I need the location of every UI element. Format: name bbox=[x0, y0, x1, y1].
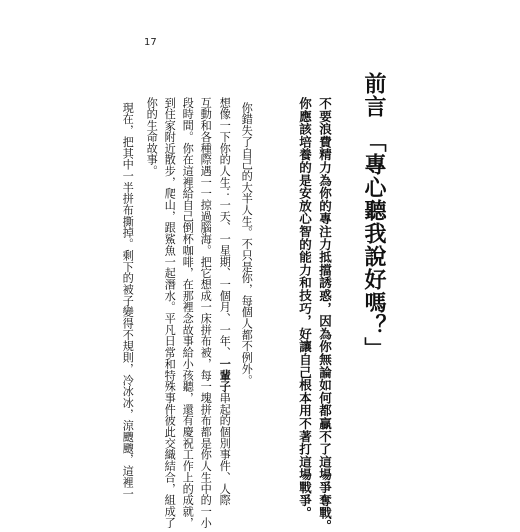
body-line-2-emphasis: 一輩子 bbox=[218, 358, 232, 393]
body-line-2-end: 串起的個別事件、人際 bbox=[218, 392, 232, 506]
chapter-title bbox=[363, 72, 385, 360]
body-line-7: 現在，把其中一半拼布撕掉。剩下的被子變得不規則，冷冰冰，涼颼颼，這裡一 bbox=[121, 102, 135, 500]
body-line-1: 你錯失了自己的大半人生。不只是你，每個人都不例外。 bbox=[240, 102, 254, 386]
body-line-2 bbox=[219, 97, 230, 506]
subtitle-line-1: 不要浪費精力為你的專注力抵擋誘惑，因為你無論如何都贏不了這場爭奪戰。 bbox=[317, 97, 333, 532]
body-line-4: 段時間。你在這裡給自己倒杯咖啡，在那裡念故事給小孩聽，還有慶祝工作上的成就， bbox=[181, 97, 195, 529]
chapter-heading: 「專心聽我說好嗎？」 bbox=[361, 130, 387, 360]
body-line-6: 你的生命故事。 bbox=[145, 97, 159, 177]
page-number: 17 bbox=[144, 37, 157, 48]
body-line-5: 到住家附近散步，爬山，跟鯊魚一起潛水。平凡日常和特殊事件彼此交織結合，組成了 bbox=[163, 97, 177, 529]
subtitle-line-2: 你應該培養的是安放心智的能力和技巧，好讓自己根本用不著打這場戰爭。 bbox=[297, 97, 313, 520]
body-line-2-start: 想像一下你的人生：一天、一星期、一個月、一年、 bbox=[218, 97, 232, 359]
body-line-3: 互動和各種際遇一一掠過腦海。把它想成一床拼布被，每一塊拼布都是你人生中的一小 bbox=[199, 97, 213, 529]
chapter-prefix: 前言 bbox=[361, 72, 387, 118]
